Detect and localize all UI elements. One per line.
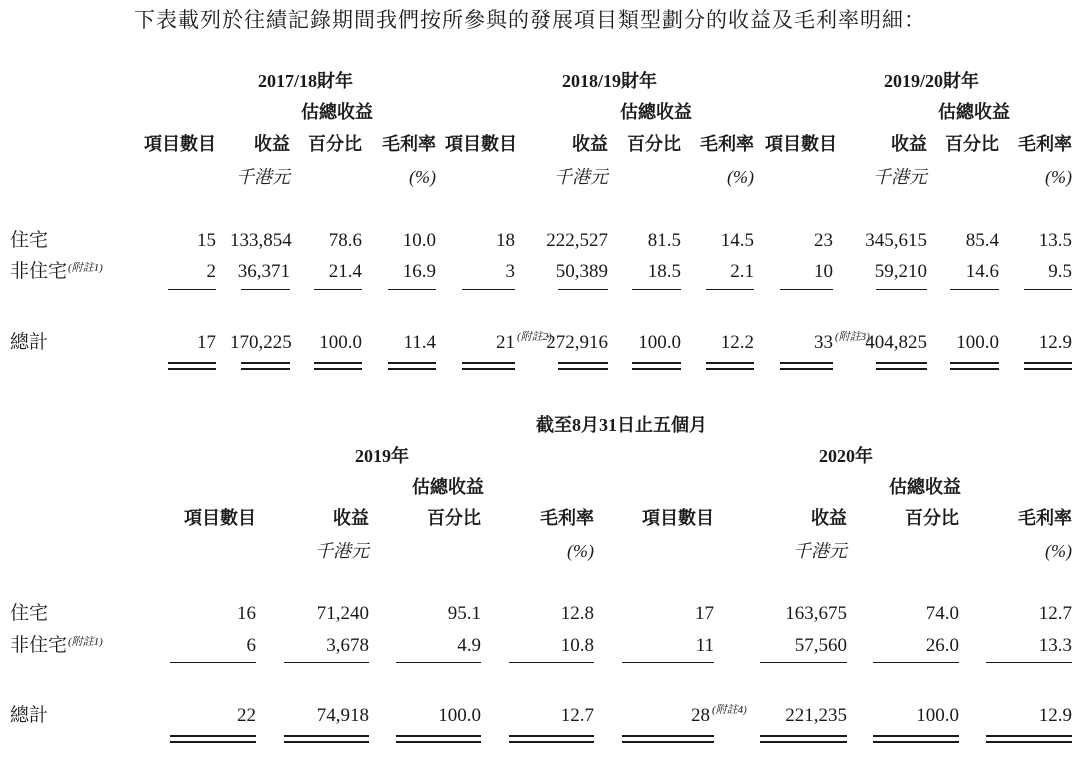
row-label-non-residential: 非住宅$^{(附註1)}$ [10,635,103,656]
header-revenue: 收益 [254,134,290,154]
table-cell: 81.5 [647,230,681,251]
table-cell: 12.2 [720,332,754,353]
table-cell: 50,389 [555,261,608,282]
table-cell: 57,560 [794,635,847,656]
header-gross-margin: 毛利率 [382,134,436,154]
header-gross-margin: 毛利率 [540,508,594,528]
table-cell: 18 [496,230,515,251]
header-gross-margin: 毛利率 [700,134,754,154]
row-label-residential: 住宅 [10,603,49,624]
subtotal-line [760,662,847,663]
table-cell: 9.5 [1048,261,1072,282]
period-header-fy2018: 2017/18財年 [258,71,354,91]
header-revenue: 收益 [333,508,369,528]
subtotal-line [986,662,1072,663]
row-label-total: 總計 [10,705,49,726]
header-gross-margin: 毛利率 [1018,508,1072,528]
header-projects: 項目數目 [445,134,517,154]
subtotal-line [170,662,256,663]
period-header-fy2020: 2019/20財年 [884,71,980,91]
subtotal-line [632,289,681,290]
table-cell: 10.0 [402,230,436,251]
table-cell: 15 [197,230,216,251]
table-cell: 17 [695,603,714,624]
subtotal-line [558,289,608,290]
subtotal-line [873,662,959,663]
row-label-residential: 住宅 [10,230,49,251]
subtotal-line [876,289,927,290]
table-cell: 16 [237,603,256,624]
header-revenue: 收益 [572,134,608,154]
table-cell: 12.9 [1038,705,1072,726]
note-ref-1: (附註1) [68,636,103,648]
header-est-revenue: 估總收益 [301,102,373,122]
subtotal-line [780,289,833,290]
unit-hkd: 千港元 [554,167,608,187]
table-cell: 2.1 [730,261,754,282]
row-label-total: 總計 [10,332,49,353]
header-projects: 項目數目 [765,134,837,154]
header-est-revenue: 估總收益 [620,102,692,122]
table-cell: 3,678 [326,635,369,656]
unit-pct: (%) [727,167,754,187]
table-cell: 33 [814,332,833,353]
subtotal-line [462,289,515,290]
table-cell: 11.4 [403,332,436,353]
table-cell: 95.1 [447,603,481,624]
table-cell: 21 [496,332,515,353]
subtotal-line [509,662,594,663]
table-cell: 221,235 [785,705,847,726]
header-est-revenue: 估總收益 [412,477,484,497]
table-cell: 272,916 [546,332,608,353]
unit-pct: (%) [1045,541,1072,561]
table-cell: 163,675 [785,603,847,624]
note-ref-2: (附註2) [517,331,552,343]
header-projects: 項目數目 [642,508,714,528]
table-cell: 13.5 [1038,230,1072,251]
table-cell: 12.7 [1038,603,1072,624]
subtotal-line [1024,289,1072,290]
header-revenue: 收益 [811,508,847,528]
subtotal-line [950,289,999,290]
subtotal-line [284,662,369,663]
super-header: 截至8月31日止五個月 [536,415,707,435]
subtotal-line [314,289,362,290]
note-ref-3: (附註3) [835,331,870,343]
table-cell: 4.9 [457,635,481,656]
intro-text: 下表載列於往績記錄期間我們按所參與的發展項目類型劃分的收益及毛利率明細： [134,8,926,32]
table-cell: 78.6 [328,230,362,251]
table-cell: 14.5 [720,230,754,251]
table-cell: 6 [246,635,256,656]
table-cell: 10.8 [560,635,594,656]
table-cell: 71,240 [316,603,369,624]
table-cell: 100.0 [438,705,481,726]
table-cell: 22 [237,705,256,726]
note-ref-4: (附註4) [712,704,747,716]
table-cell: 133,854 [230,230,292,251]
table-cell: 26.0 [925,635,959,656]
table-cell: 222,527 [546,230,608,251]
subtotal-line [241,289,290,290]
table-cell: 18.5 [647,261,681,282]
header-revenue: 收益 [891,134,927,154]
table-cell: 14.6 [965,261,999,282]
table-cell: 21.4 [328,261,362,282]
period-header-2020: 2020年 [819,446,873,466]
table-cell: 100.0 [319,332,362,353]
table-cell: 170,225 [230,332,292,353]
table-cell: 12.7 [560,705,594,726]
subtotal-line [388,289,436,290]
table-cell: 12.9 [1038,332,1072,353]
header-percentage: 百分比 [427,508,481,528]
table-cell: 28 [691,705,710,726]
table-cell: 13.3 [1038,635,1072,656]
subtotal-line [622,662,714,663]
unit-hkd: 千港元 [793,541,847,561]
unit-pct: (%) [1045,167,1072,187]
subtotal-line [396,662,481,663]
header-percentage: 百分比 [945,134,999,154]
header-projects: 項目數目 [144,134,216,154]
unit-pct: (%) [409,167,436,187]
table-cell: 100.0 [916,705,959,726]
period-header-2019: 2019年 [355,446,409,466]
table-cell: 17 [197,332,216,353]
header-percentage: 百分比 [627,134,681,154]
table-cell: 3 [505,261,515,282]
table-cell: 74,918 [316,705,369,726]
table-cell: 10 [814,261,833,282]
header-est-revenue: 估總收益 [938,102,1010,122]
table-cell: 11 [695,635,714,656]
table-cell: 404,825 [865,332,927,353]
subtotal-line [706,289,754,290]
header-est-revenue: 估總收益 [889,477,961,497]
table-cell: 16.9 [402,261,436,282]
table-cell: 100.0 [638,332,681,353]
header-projects: 項目數目 [184,508,256,528]
note-ref-1: (附註1) [68,262,103,274]
table-cell: 12.8 [560,603,594,624]
table-cell: 85.4 [965,230,999,251]
row-label-non-residential: 非住宅$^{(附註1)}$ [10,261,103,282]
table-cell: 2 [206,261,216,282]
header-percentage: 百分比 [308,134,362,154]
unit-hkd: 千港元 [873,167,927,187]
unit-hkd: 千港元 [315,541,369,561]
table-cell: 23 [814,230,833,251]
table-cell: 74.0 [925,603,959,624]
table-cell: 345,615 [865,230,927,251]
header-percentage: 百分比 [905,508,959,528]
table-cell: 100.0 [956,332,999,353]
unit-hkd: 千港元 [236,167,290,187]
subtotal-line [168,289,216,290]
header-gross-margin: 毛利率 [1018,134,1072,154]
period-header-fy2019: 2018/19財年 [562,71,658,91]
table-cell: 59,210 [874,261,927,282]
unit-pct: (%) [567,541,594,561]
table-cell: 36,371 [237,261,290,282]
